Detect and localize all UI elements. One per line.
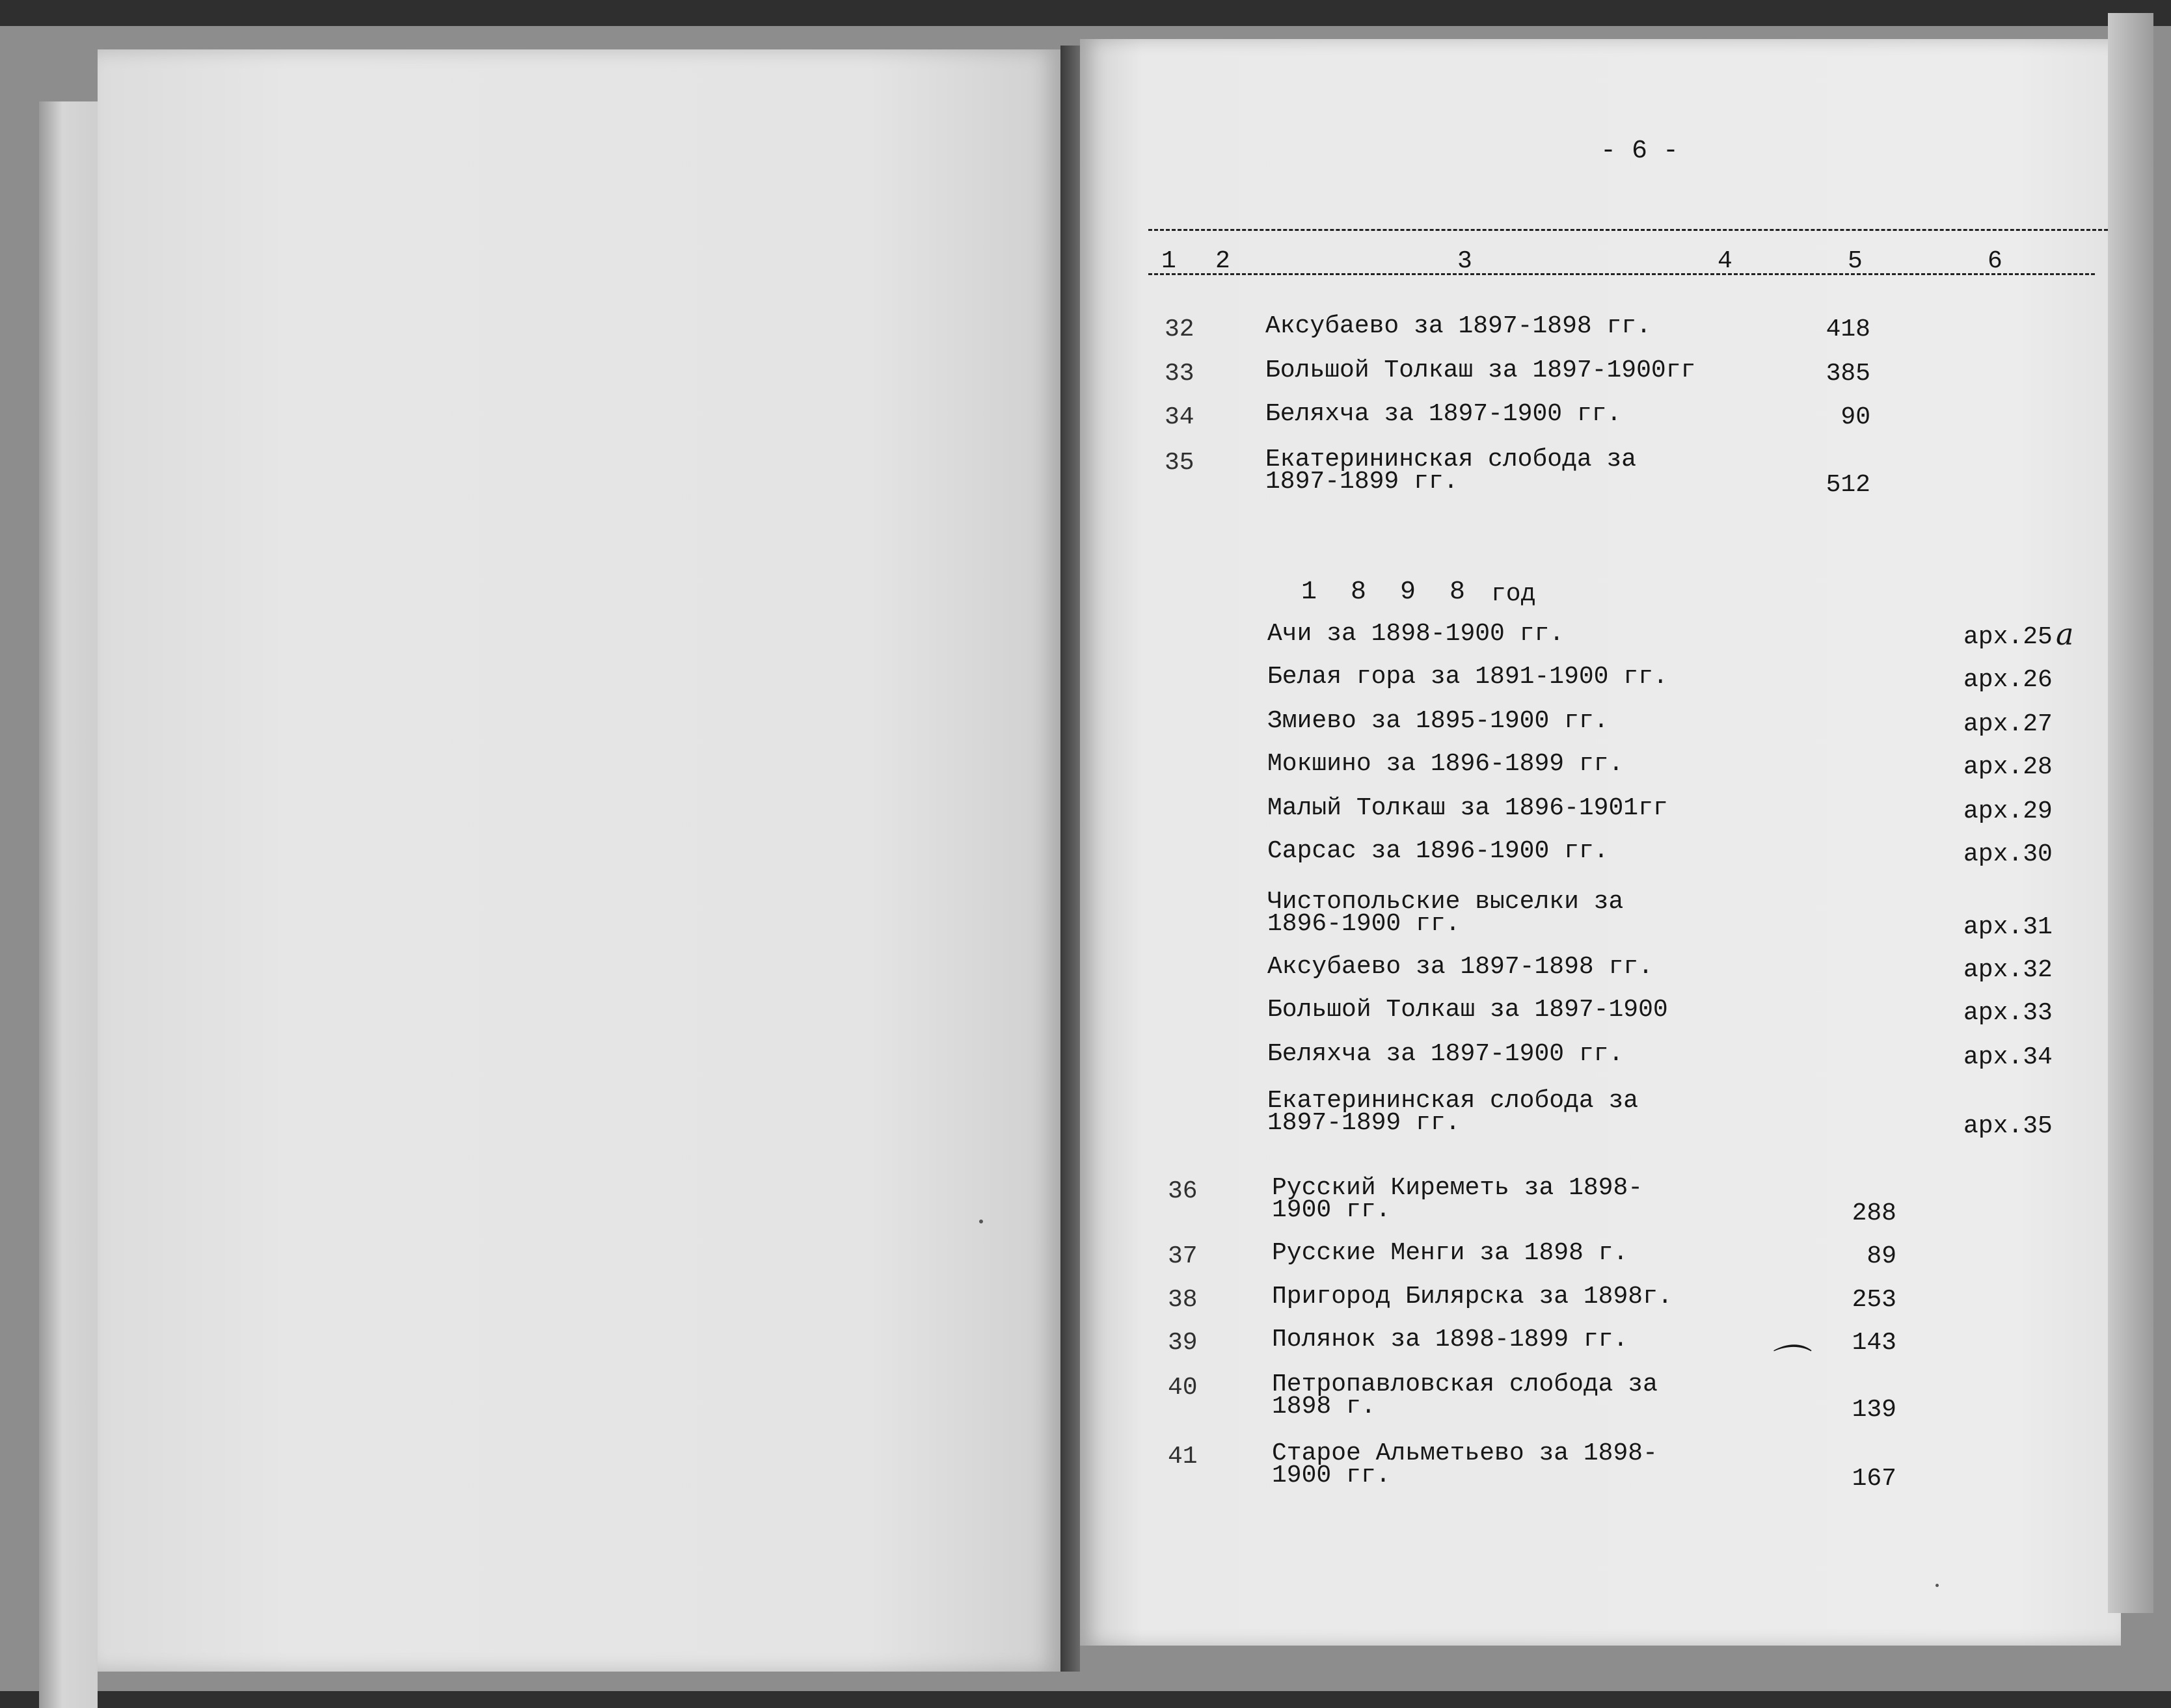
row-number: 36: [1168, 1177, 1198, 1205]
entry-name-line: Петропавловская слобода за: [1272, 1370, 1658, 1398]
column-header-3: 3: [1457, 247, 1472, 275]
page-number: - 6 -: [1600, 137, 1679, 166]
archive-ref: арх.28: [1963, 753, 2053, 781]
row-count: 167: [1852, 1465, 1896, 1493]
entry-name: [1267, 837, 1609, 865]
entry-name-line: 1900 гг.: [1272, 1461, 1391, 1489]
entry-name-line: Аксубаево за 1897-1898 гг.: [1267, 953, 1653, 981]
entry-name-line: Малый Толкаш за 1896-1901гг: [1267, 794, 1668, 822]
archive-ref: арх.31: [1963, 913, 2053, 941]
entry-name: [1267, 750, 1624, 778]
row-count: 89: [1867, 1242, 1896, 1270]
row-count: 288: [1852, 1199, 1896, 1227]
entry-name-line: Большой Толкаш за 1897-1900гг: [1265, 356, 1696, 384]
column-header-1: 1: [1161, 247, 1176, 275]
entry-name: [1272, 1370, 1658, 1421]
entry-name-line: Беляхча за 1897-1900 гг.: [1267, 1040, 1624, 1068]
entry-name: [1272, 1326, 1628, 1354]
entry-name-line: Белая гора за 1891-1900 гг.: [1267, 663, 1668, 691]
section-year-word: год: [1491, 580, 1536, 608]
row-count: 512: [1826, 471, 1870, 499]
entry-name-line: Аксубаево за 1897-1898 гг.: [1265, 312, 1651, 340]
entry-name-line: 1898 г.: [1272, 1393, 1376, 1421]
table-top-rule: [1148, 229, 2108, 231]
entry-name: [1265, 446, 1637, 496]
entry-name-line: Русский Киреметь за 1898-: [1272, 1174, 1643, 1202]
entry-name: [1272, 1239, 1628, 1267]
entry-name: [1272, 1439, 1658, 1489]
entry-name: [1267, 953, 1653, 981]
entry-name-line: Сарсас за 1896-1900 гг.: [1267, 837, 1609, 865]
archive-ref: арх.33: [1963, 999, 2053, 1027]
right-page-edges: [2108, 13, 2153, 1613]
entry-name: [1267, 1087, 1639, 1137]
archive-ref: арх.30: [1963, 840, 2053, 868]
left-page-edges: [39, 101, 98, 1708]
row-count: 253: [1852, 1286, 1896, 1314]
row-number: 34: [1165, 403, 1194, 431]
entry-name: [1267, 707, 1609, 735]
row-number: 33: [1165, 360, 1194, 388]
entry-name-line: Змиево за 1895-1900 гг.: [1267, 707, 1609, 735]
entry-name-line: Русские Менги за 1898 г.: [1272, 1239, 1628, 1267]
row-number: 38: [1168, 1286, 1198, 1314]
entry-name-line: 1900 гг.: [1272, 1196, 1391, 1224]
archive-ref: арх.35: [1963, 1112, 2053, 1140]
table-header-rule: [1148, 273, 2095, 275]
column-header-2: 2: [1215, 247, 1230, 275]
handwritten-tick: ⌒: [1766, 1342, 1805, 1387]
entry-name: [1265, 400, 1622, 428]
row-number: 41: [1168, 1443, 1198, 1471]
archive-ref: арх.26: [1963, 666, 2053, 694]
handwritten-note: а: [2056, 617, 2074, 652]
speck: [1935, 1584, 1939, 1587]
row-count: 90: [1841, 403, 1870, 431]
archive-ref: арх.27: [1963, 710, 2053, 738]
column-header-6: 6: [1988, 247, 2002, 275]
row-count: 139: [1852, 1396, 1896, 1424]
entry-name: [1272, 1174, 1643, 1224]
entry-name-line: Екатерининская слобода за: [1265, 446, 1637, 474]
entry-name-line: Большой Толкаш за 1897-1900: [1267, 996, 1668, 1024]
entry-name: [1267, 996, 1668, 1024]
row-count: 418: [1826, 315, 1870, 343]
row-number: 39: [1168, 1329, 1198, 1357]
entry-name: [1265, 356, 1696, 384]
archive-ref: арх.34: [1963, 1043, 2053, 1071]
entry-name-line: 1896-1900 гг.: [1267, 910, 1461, 938]
archive-ref: арх.29: [1963, 797, 2053, 825]
entry-name-line: 1897-1899 гг.: [1265, 468, 1459, 496]
section-year: 1 8 9 8: [1301, 578, 1475, 607]
entry-name: [1267, 794, 1668, 822]
entry-name-line: Ачи за 1898-1900 гг.: [1267, 620, 1565, 648]
row-number: 35: [1165, 449, 1194, 477]
entry-name: [1267, 663, 1668, 691]
entry-name: [1265, 312, 1651, 340]
entry-name: [1272, 1283, 1673, 1311]
entry-name-line: Екатерининская слобода за: [1267, 1087, 1639, 1115]
entry-name-line: 1897-1899 гг.: [1267, 1109, 1461, 1137]
speck: [979, 1220, 983, 1223]
column-header-4: 4: [1718, 247, 1733, 275]
row-number: 37: [1168, 1242, 1198, 1270]
row-number: 40: [1168, 1374, 1198, 1402]
row-count: 143: [1852, 1329, 1896, 1357]
entry-name: [1267, 888, 1624, 938]
archive-ref: арх.32: [1963, 956, 2053, 984]
entry-name-line: Старое Альметьево за 1898-: [1272, 1439, 1658, 1467]
left-blank-page: [98, 49, 1060, 1672]
entry-name-line: Беляхча за 1897-1900 гг.: [1265, 400, 1622, 428]
archive-ref: арх.25: [1963, 623, 2053, 651]
row-count: 385: [1826, 360, 1870, 388]
book-gutter: [1060, 46, 1080, 1672]
entry-name-line: Чистопольские выселки за: [1267, 888, 1624, 916]
entry-name: [1267, 1040, 1624, 1068]
entry-name-line: Полянок за 1898-1899 гг.: [1272, 1326, 1628, 1354]
row-number: 32: [1165, 315, 1194, 343]
column-header-5: 5: [1848, 247, 1863, 275]
entry-name-line: Пригород Билярска за 1898г.: [1272, 1283, 1673, 1311]
entry-name: [1267, 620, 1565, 648]
entry-name-line: Мокшино за 1896-1899 гг.: [1267, 750, 1624, 778]
